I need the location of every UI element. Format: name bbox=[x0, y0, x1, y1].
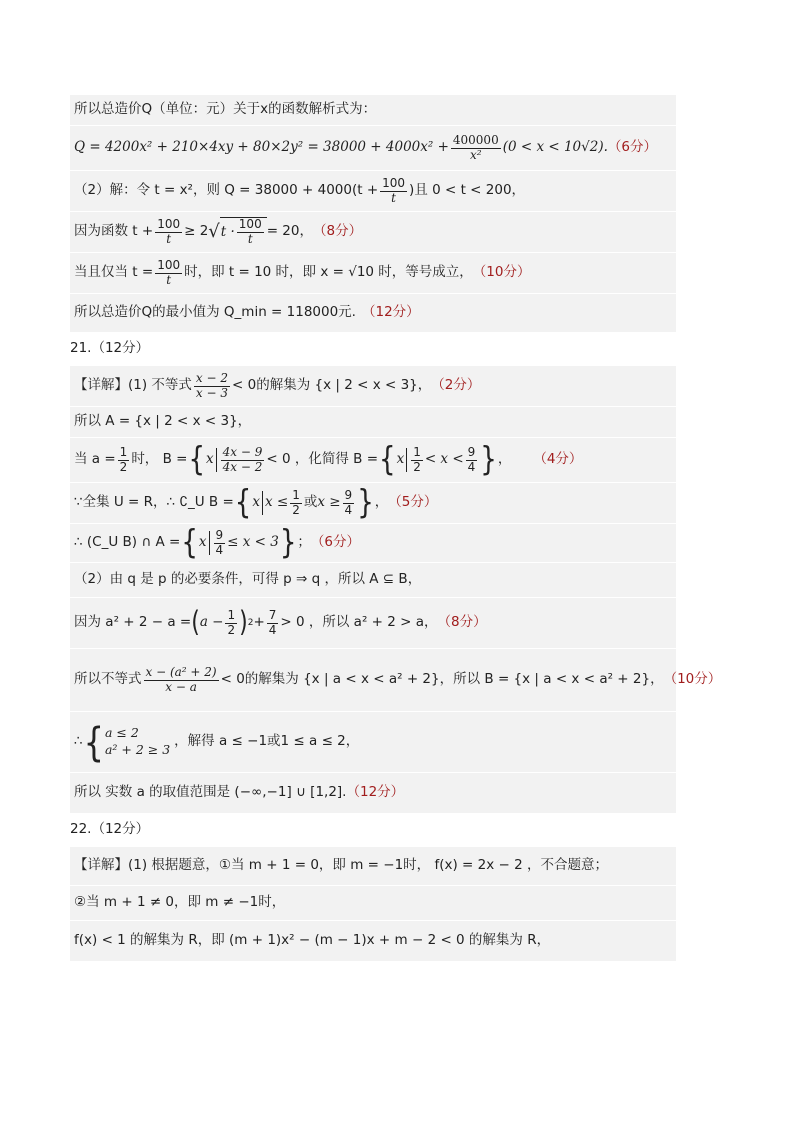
text-line bbox=[70, 563, 676, 598]
formula-text: （2）解：令 t = x²，则 Q = 38000 + 4000(t + bbox=[74, 182, 379, 199]
fraction: $\frac{100}{t}$ bbox=[382, 175, 406, 205]
fraction: $\frac{100}{t}$ bbox=[157, 257, 181, 287]
formula-line bbox=[70, 126, 676, 171]
formula-text: ②当 m + 1 ≠ 0，即 m ≠ −1时， bbox=[74, 894, 286, 911]
fraction: $\frac{400000}{\text{x²}}$ bbox=[452, 132, 499, 162]
formula-text: )且 0 < t < 200， bbox=[409, 182, 526, 199]
formula-text: 所以 A = {x | 2 < x < 3}， bbox=[74, 413, 252, 430]
question-heading-21: 21.（12分） bbox=[70, 333, 676, 366]
text-line bbox=[70, 294, 676, 333]
text-line bbox=[70, 253, 676, 294]
score-label: （6分） bbox=[310, 534, 360, 551]
score-label: （12分） bbox=[346, 784, 405, 801]
text-line: ∵全集 U = R，∴ ∁_U B = { x x ≤ $\frac{1}{2}$ 或 x ≥ $\frac{9}{4}$ } ， （5分） bbox=[70, 483, 676, 524]
intro-text: 所以总造价Q（单位：元）关于x的函数解析式为： bbox=[74, 101, 377, 118]
formula-text: f(x) < 1 的解集为 R，即 (m + 1)x² − (m − 1)x + m − 2 < 0 的解集为 R， bbox=[74, 932, 551, 949]
formula-domain: (0 < x < 10√2). bbox=[502, 139, 608, 156]
fraction: $\frac{1}{2}$ bbox=[292, 487, 300, 517]
formula-text: ≥ 2 bbox=[184, 223, 209, 240]
score-label: （2分） bbox=[431, 377, 481, 394]
score-label: （5分） bbox=[388, 494, 438, 511]
formula-text: 时，即 t = 10 时，即 x = √10 时，等号成立， bbox=[184, 264, 473, 281]
text-line: 当 a = $\frac{1}{2}$ 时， B = { x $\frac{4x - 9}{4x - 2}$ < 0 ，化简得 B = { x $\frac{1}{2}$ < x < $\frac{9}{4}$ } ， （4分） bbox=[70, 438, 676, 483]
score-label: （10分） bbox=[472, 264, 531, 281]
score-label: （6分） bbox=[607, 139, 657, 156]
formula-text: 所以 实数 a 的取值范围是 (−∞,−1] ∪ [1,2]. bbox=[74, 784, 347, 801]
text-line: 所以不等式 $\frac{\text{x − (a² + 2)}}{x - a}$ < 0的解集为 {x | a < x < a² + 2}，所以 B = {x | a < x < a² + 2}， （10分） bbox=[70, 649, 676, 712]
fraction: $\frac{4x - 9}{4x - 2}$ bbox=[222, 444, 263, 474]
text-line bbox=[70, 886, 676, 921]
fraction: $\frac{x - 2}{x - 3}$ bbox=[195, 370, 229, 400]
text-line: ∴ { a ≤ 2 a² + 2 ≥ 3 ，解得 a ≤ −1或1 ≤ a ≤ 2， bbox=[70, 712, 676, 773]
text-line: 因为函数 t + $\frac{100}{t}$ ≥ 2 √ t · $\frac{100}{t}$ = 20， （8分） bbox=[70, 212, 676, 253]
solution-block-21 bbox=[70, 366, 722, 814]
formula-text: < 0的解集为 {x | 2 < x < 3}， bbox=[232, 377, 432, 394]
formula-text: （2）由 q 是 p 的必要条件，可得 p ⇒ q ，所以 A ⊆ B， bbox=[74, 571, 422, 588]
fraction: $\frac{9}{4}$ bbox=[215, 527, 224, 557]
fraction: $\frac{7}{4}$ bbox=[268, 607, 277, 637]
score-label: （8分） bbox=[312, 223, 363, 240]
text-line bbox=[70, 366, 676, 407]
fraction: $\frac{9}{4}$ bbox=[467, 444, 476, 474]
text-line: 因为 a² + 2 − a = ( a − $\frac{1}{2}$ ) 2 + $\frac{7}{4}$ > 0 ，所以 a² + 2 > a， （8分） bbox=[70, 598, 676, 649]
solution-block-20 bbox=[70, 95, 676, 333]
score-label: （4分） bbox=[533, 451, 583, 468]
text-line bbox=[70, 407, 676, 438]
score-label: （12分） bbox=[361, 304, 420, 321]
document-page bbox=[70, 95, 722, 962]
fraction: $\frac{1}{2}$ bbox=[119, 444, 128, 474]
text-line: ∴ (C_U B) ∩ A = { x $\frac{9}{4}$ ≤ x < 3 } ； （6分） bbox=[70, 524, 676, 563]
question-heading-22: 22.（12分） bbox=[70, 814, 676, 847]
formula-text: Q = 4200x² + 210×4xy + 80×2y² = 38000 + 4000x² + bbox=[74, 139, 449, 156]
fraction: $\frac{\text{x − (a² + 2)}}{x - a}$ bbox=[145, 664, 217, 694]
formula-text: = 20， bbox=[266, 223, 313, 240]
formula-text: 因为函数 t + bbox=[74, 223, 154, 240]
fraction: $\frac{100}{t}$ bbox=[157, 216, 181, 246]
text-line bbox=[70, 171, 676, 212]
fraction: $\frac{1}{2}$ bbox=[227, 607, 236, 637]
text-line bbox=[70, 773, 676, 814]
text-line bbox=[70, 95, 676, 126]
formula-text: 所以总造价Q的最小值为 Q_min = 118000元. bbox=[74, 304, 356, 321]
equation-system: { a ≤ 2 a² + 2 ≥ 3 bbox=[83, 718, 171, 766]
fraction: $\frac{9}{4}$ bbox=[344, 487, 353, 517]
solution-block-22 bbox=[70, 847, 676, 962]
formula-text: 【详解】(1) 不等式 bbox=[74, 377, 192, 394]
text-line bbox=[70, 847, 676, 886]
score-label: （8分） bbox=[437, 614, 487, 631]
fraction: $\frac{1}{2}$ bbox=[413, 444, 421, 474]
formula-text: 【详解】(1) 根据题意，①当 m + 1 = 0，即 m = −1时， f(x) = 2x − 2 ，不合题意； bbox=[74, 857, 608, 874]
formula-text: 当且仅当 t = bbox=[74, 264, 154, 281]
score-label: （10分） bbox=[663, 671, 722, 688]
text-line bbox=[70, 921, 676, 962]
